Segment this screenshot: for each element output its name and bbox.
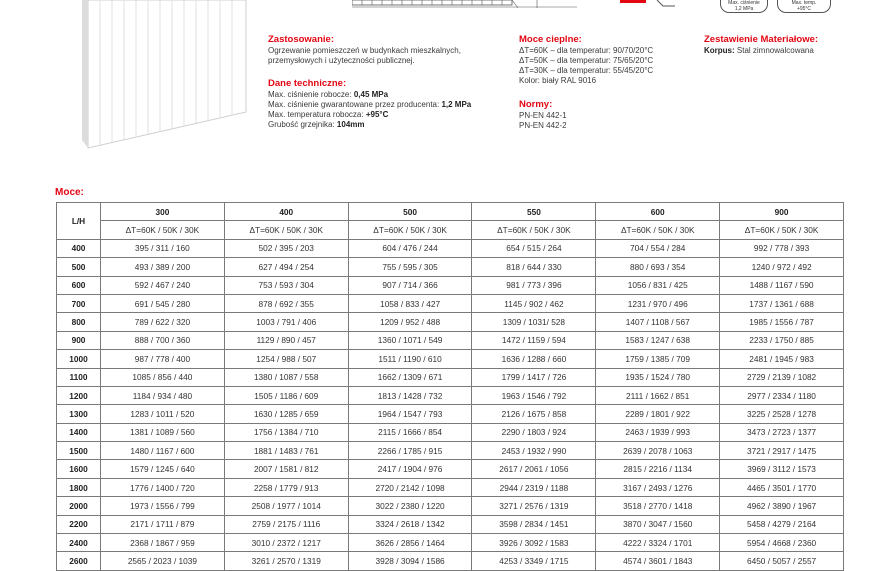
pressure-badge-label: Max. ciśnienie [728, 0, 760, 6]
power-cell: 3261 / 2570 / 1319 [224, 552, 348, 570]
brand-red-mark [620, 0, 646, 3]
power-cell: 4574 / 3601 / 1843 [596, 552, 720, 570]
table-row [57, 515, 844, 533]
power-cell: 3969 / 3112 / 1573 [720, 460, 844, 478]
power-cell: 2977 / 2334 / 1180 [720, 386, 844, 404]
height-header: 300 [101, 203, 225, 221]
row-length-label: 2600 [57, 552, 101, 570]
power-cell: 1003 / 791 / 406 [224, 313, 348, 331]
delta-t-header: ΔT=60K / 50K / 30K [472, 221, 596, 239]
normy-line: PN-EN 442-2 [519, 121, 567, 130]
power-cell: 2115 / 1666 / 854 [348, 423, 472, 441]
power-cell: 1145 / 902 / 462 [472, 294, 596, 312]
power-cell: 1488 / 1167 / 590 [720, 276, 844, 294]
power-cell: 2453 / 1932 / 990 [472, 442, 596, 460]
dane-value: 0,45 MPa [353, 90, 389, 99]
table-row [57, 405, 844, 423]
power-cell: 2233 / 1750 / 885 [720, 331, 844, 349]
table-row [57, 350, 844, 368]
delta-t-header: ΔT=60K / 50K / 30K [348, 221, 472, 239]
power-cell: 1129 / 890 / 457 [224, 331, 348, 349]
power-cell: 2944 / 2319 / 1188 [472, 478, 596, 496]
power-cell: 1964 / 1547 / 793 [348, 405, 472, 423]
power-cell: 1511 / 1190 / 610 [348, 350, 472, 368]
power-cell: 395 / 311 / 160 [101, 239, 225, 257]
power-cell: 1662 / 1309 / 671 [348, 368, 472, 386]
power-cell: 789 / 622 / 320 [101, 313, 225, 331]
power-cell: 2368 / 1867 / 959 [101, 534, 225, 552]
row-length-label: 2200 [57, 515, 101, 533]
power-cell: 1636 / 1288 / 660 [472, 350, 596, 368]
row-length-label: 1000 [57, 350, 101, 368]
table-row [57, 276, 844, 294]
power-cell: 2007 / 1581 / 812 [224, 460, 348, 478]
power-cell: 1583 / 1247 / 638 [596, 331, 720, 349]
power-cell: 755 / 595 / 305 [348, 258, 472, 276]
zastosowanie-line: Ogrzewanie pomieszczeń w budynkach mieszkalnych, [268, 46, 461, 55]
dane-techniczne-title: Dane techniczne: [268, 78, 347, 89]
power-cell: 1963 / 1546 / 792 [472, 386, 596, 404]
power-cell: 1505 / 1186 / 609 [224, 386, 348, 404]
power-cell: 1813 / 1428 / 732 [348, 386, 472, 404]
power-cell: 818 / 644 / 330 [472, 258, 596, 276]
power-cell: 1283 / 1011 / 520 [101, 405, 225, 423]
power-cell: 2290 / 1803 / 924 [472, 423, 596, 441]
power-cell: 3598 / 2834 / 1451 [472, 515, 596, 533]
power-cell: 1737 / 1361 / 688 [720, 294, 844, 312]
height-header: 600 [596, 203, 720, 221]
power-cell: 3870 / 3047 / 1560 [596, 515, 720, 533]
power-cell: 2289 / 1801 / 922 [596, 405, 720, 423]
materialy-label: Korpus: [704, 46, 735, 55]
power-cell: 1360 / 1071 / 549 [348, 331, 472, 349]
power-cell: 3721 / 2917 / 1475 [720, 442, 844, 460]
table-row [57, 423, 844, 441]
delta-t-header: ΔT=60K / 50K / 30K [224, 221, 348, 239]
power-cell: 1985 / 1556 / 787 [720, 313, 844, 331]
power-cell: 2111 / 1662 / 851 [596, 386, 720, 404]
power-cell: 888 / 700 / 360 [101, 331, 225, 349]
power-cell: 3022 / 2380 / 1220 [348, 497, 472, 515]
temperature-badge-label: Max. temp. [791, 0, 817, 6]
height-header: 500 [348, 203, 472, 221]
power-cell: 1756 / 1384 / 710 [224, 423, 348, 441]
power-cell: 2565 / 2023 / 1039 [101, 552, 225, 570]
table-row [57, 497, 844, 515]
row-length-label: 500 [57, 258, 101, 276]
power-cell: 878 / 692 / 355 [224, 294, 348, 312]
dane-row [268, 110, 471, 120]
power-cell: 2463 / 1939 / 993 [596, 423, 720, 441]
power-cell: 1472 / 1159 / 594 [472, 331, 596, 349]
dane-label: Grubość grzejnika: [268, 120, 337, 129]
power-cell: 1407 / 1108 / 567 [596, 313, 720, 331]
moce-cieplne-line: ΔT=30K – dla temperatur: 55/45/20°C [519, 66, 654, 75]
power-cell: 907 / 714 / 366 [348, 276, 472, 294]
power-cell: 704 / 554 / 284 [596, 239, 720, 257]
power-cell: 1759 / 1385 / 709 [596, 350, 720, 368]
row-length-label: 900 [57, 331, 101, 349]
zastosowanie-title: Zastosowanie: [268, 34, 334, 45]
power-cell: 2417 / 1904 / 976 [348, 460, 472, 478]
row-length-label: 600 [57, 276, 101, 294]
moce-cieplne-list [519, 46, 653, 86]
power-cell: 1799 / 1417 / 726 [472, 368, 596, 386]
power-cell: 880 / 693 / 354 [596, 258, 720, 276]
row-length-label: 1100 [57, 368, 101, 386]
materialy-row [704, 46, 814, 56]
power-cell: 2171 / 1711 / 879 [101, 515, 225, 533]
power-cell: 2759 / 2175 / 1116 [224, 515, 348, 533]
power-cell: 1209 / 952 / 488 [348, 313, 472, 331]
power-cell: 2258 / 1779 / 913 [224, 478, 348, 496]
power-cell: 1776 / 1400 / 720 [101, 478, 225, 496]
power-cell: 2126 / 1675 / 858 [472, 405, 596, 423]
technical-drawing [352, 0, 582, 9]
dane-value: 104mm [336, 120, 365, 129]
height-header: 900 [720, 203, 844, 221]
table-row [57, 331, 844, 349]
power-cell: 1058 / 833 / 427 [348, 294, 472, 312]
power-cell: 4253 / 3349 / 1715 [472, 552, 596, 570]
moce-cieplne-line: Kolor: biały RAL 9016 [519, 76, 597, 85]
arrow-icon [655, 0, 677, 8]
zastosowanie-line: przemysłowych i użyteczności publicznej. [268, 56, 415, 65]
normy-list [519, 111, 567, 131]
moce-cieplne-line: ΔT=50K – dla temperatur: 75/65/20°C [519, 56, 654, 65]
delta-t-header: ΔT=60K / 50K / 30K [101, 221, 225, 239]
power-cell: 1579 / 1245 / 640 [101, 460, 225, 478]
power-cell: 4465 / 3501 / 1770 [720, 478, 844, 496]
table-row [57, 478, 844, 496]
power-cell: 3928 / 3094 / 1586 [348, 552, 472, 570]
power-cell: 1380 / 1087 / 558 [224, 368, 348, 386]
power-cell: 1935 / 1524 / 780 [596, 368, 720, 386]
materialy-value: Stal zimnowalcowana [734, 46, 814, 55]
dane-techniczne-list [268, 90, 471, 130]
power-cell: 691 / 545 / 280 [101, 294, 225, 312]
power-cell: 2729 / 2139 / 1082 [720, 368, 844, 386]
power-cell: 592 / 467 / 240 [101, 276, 225, 294]
power-cell: 1085 / 856 / 440 [101, 368, 225, 386]
row-length-label: 2400 [57, 534, 101, 552]
dane-label: Max. ciśnienie gwarantowane przez producenta: [268, 100, 442, 109]
power-cell: 502 / 395 / 203 [224, 239, 348, 257]
row-length-label: 1300 [57, 405, 101, 423]
power-cell: 3926 / 3092 / 1583 [472, 534, 596, 552]
power-cell: 2508 / 1977 / 1014 [224, 497, 348, 515]
row-length-label: 2000 [57, 497, 101, 515]
moce-cieplne-line: ΔT=60K – dla temperatur: 90/70/20°C [519, 46, 654, 55]
normy-title: Normy: [519, 99, 553, 110]
dane-value: 1,2 MPa [441, 100, 472, 109]
power-cell: 5954 / 4668 / 2360 [720, 534, 844, 552]
power-cell: 1231 / 970 / 496 [596, 294, 720, 312]
dane-row [268, 120, 471, 130]
row-length-label: 1400 [57, 423, 101, 441]
materialy-title: Zestawienie Materiałowe: [704, 34, 819, 45]
power-cell: 1309 / 1031/ 528 [472, 313, 596, 331]
power-cell: 6450 / 5057 / 2557 [720, 552, 844, 570]
power-cell: 1381 / 1089 / 560 [101, 423, 225, 441]
table-row [57, 460, 844, 478]
height-header: 400 [224, 203, 348, 221]
radiator-image [78, 0, 254, 150]
power-cell: 3271 / 2576 / 1319 [472, 497, 596, 515]
table-row [57, 442, 844, 460]
power-cell: 5458 / 4279 / 2164 [720, 515, 844, 533]
power-cell: 987 / 778 / 400 [101, 350, 225, 368]
row-length-label: 700 [57, 294, 101, 312]
dane-row [268, 100, 471, 110]
row-length-label: 1500 [57, 442, 101, 460]
pressure-badge [720, 0, 768, 13]
power-cell: 2720 / 2142 / 1098 [348, 478, 472, 496]
power-table [56, 202, 844, 571]
power-cell: 2815 / 2216 / 1134 [596, 460, 720, 478]
power-cell: 654 / 515 / 264 [472, 239, 596, 257]
moce-title: Moce: [55, 187, 84, 198]
power-cell: 1254 / 988 / 507 [224, 350, 348, 368]
row-length-label: 1200 [57, 386, 101, 404]
table-row [57, 294, 844, 312]
power-cell: 1480 / 1167 / 600 [101, 442, 225, 460]
delta-t-header: ΔT=60K / 50K / 30K [596, 221, 720, 239]
dane-value: +95°C [365, 110, 389, 119]
power-cell: 753 / 593 / 304 [224, 276, 348, 294]
power-table-body [57, 239, 844, 570]
temperature-badge [777, 0, 831, 13]
power-cell: 2266 / 1785 / 915 [348, 442, 472, 460]
power-cell: 2639 / 2078 / 1063 [596, 442, 720, 460]
power-cell: 3473 / 2723 / 1377 [720, 423, 844, 441]
table-row [57, 534, 844, 552]
power-cell: 3225 / 2528 / 1278 [720, 405, 844, 423]
table-row [57, 552, 844, 570]
power-cell: 981 / 773 / 396 [472, 276, 596, 294]
table-row [57, 239, 844, 257]
power-cell: 3324 / 2618 / 1342 [348, 515, 472, 533]
power-cell: 3010 / 2372 / 1217 [224, 534, 348, 552]
power-cell: 1240 / 972 / 492 [720, 258, 844, 276]
moce-cieplne-title: Moce cieplne: [519, 34, 582, 45]
power-cell: 992 / 778 / 393 [720, 239, 844, 257]
power-cell: 1881 / 1483 / 761 [224, 442, 348, 460]
power-cell: 1056 / 831 / 425 [596, 276, 720, 294]
table-row [57, 368, 844, 386]
power-cell: 3518 / 2770 / 1418 [596, 497, 720, 515]
zastosowanie-text [268, 46, 461, 66]
dane-label: Max. temperatura robocza: [268, 110, 366, 119]
power-cell: 1630 / 1285 / 659 [224, 405, 348, 423]
power-cell: 604 / 476 / 244 [348, 239, 472, 257]
dane-label: Max. ciśnienie robocze: [268, 90, 354, 99]
pressure-badge-value: 1,2 MPa [734, 6, 754, 12]
table-row [57, 313, 844, 331]
power-cell: 4962 / 3890 / 1967 [720, 497, 844, 515]
power-cell: 1973 / 1556 / 799 [101, 497, 225, 515]
power-cell: 2481 / 1945 / 983 [720, 350, 844, 368]
table-row [57, 258, 844, 276]
delta-t-header: ΔT=60K / 50K / 30K [720, 221, 844, 239]
table-row [57, 386, 844, 404]
power-cell: 3167 / 2493 / 1276 [596, 478, 720, 496]
temperature-badge-value: +95°C [796, 6, 812, 12]
power-cell: 493 / 389 / 200 [101, 258, 225, 276]
row-length-label: 400 [57, 239, 101, 257]
corner-header: L/H [57, 203, 101, 240]
row-length-label: 1800 [57, 478, 101, 496]
dane-row [268, 90, 471, 100]
power-cell: 4222 / 3324 / 1701 [596, 534, 720, 552]
power-cell: 627 / 494 / 254 [224, 258, 348, 276]
row-length-label: 1600 [57, 460, 101, 478]
normy-line: PN-EN 442-1 [519, 111, 567, 120]
power-cell: 2617 / 2061 / 1056 [472, 460, 596, 478]
height-header: 550 [472, 203, 596, 221]
power-cell: 1184 / 934 / 480 [101, 386, 225, 404]
power-cell: 3626 / 2856 / 1464 [348, 534, 472, 552]
row-length-label: 800 [57, 313, 101, 331]
